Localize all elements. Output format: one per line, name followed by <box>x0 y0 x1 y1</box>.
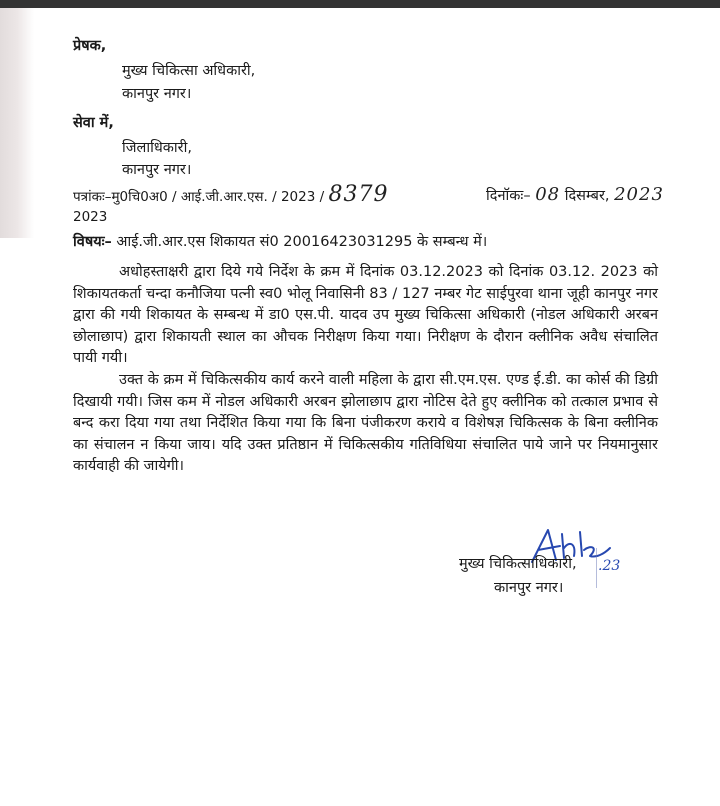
reference-wrap-year: 2023 <box>73 209 108 225</box>
subject-text: आई.जी.आर.एस शिकायत सं0 20016423031295 के सम्बन्ध में। <box>116 234 488 250</box>
date-year-handwritten: 2023 <box>614 184 664 205</box>
subject-line <box>73 232 487 252</box>
body-paragraph-2: उक्त के क्रम में चिकित्सकीय कार्य करने वाली महिला के द्वारा सी.एम.एस. एण्ड ई.डी. का कोर्स की डिग्री दिखायी गयी। जिस कम में नोडल अधिकारी अरबन झोलाछाप द्वारा नोटिस देते हुए क्लीनिक को तत्काल प्रभाव से बन्द करा दिया गया तथा निर्देशित किया गया कि बिना पंजीकरण कराये व विशेषज्ञ चिकित्सक के बिना क्लीनिक का संचालन न किया जाय। यदि उक्त प्रतिष्ठान में चिकित्सकीय गतिविधिया संचालित पाये जाने पर नियमानुसार कार्यवाही की जायेगी। <box>73 372 658 474</box>
signature-date-handwritten: .23 <box>598 558 621 574</box>
letter-date <box>486 185 664 206</box>
signature-place: कानपुर नगर। <box>494 580 564 596</box>
reference-number-handwritten: 8379 <box>328 182 389 207</box>
recipient-label: सेवा में, <box>73 115 114 131</box>
recipient-designation: जिलाधिकारी, <box>122 140 192 156</box>
sender-place: कानपुर नगर। <box>122 86 192 102</box>
reference-label: पत्रांकः–मु0चि0अ0 / आई.जी.आर.एस. / 2023 / <box>73 189 325 205</box>
recipient-place: कानपुर नगर। <box>122 162 192 178</box>
reference-number <box>73 182 389 207</box>
viewer-top-bar <box>0 0 720 8</box>
letter-page <box>0 8 720 806</box>
subject-label: विषयः– <box>73 234 112 250</box>
date-label: दिनॉकः– <box>486 188 531 204</box>
date-month: दिसम्बर, <box>564 188 610 204</box>
sender-label: प्रेषक, <box>73 38 107 54</box>
signature-designation: मुख्य चिकित्साधिकारी, <box>459 556 577 572</box>
date-day-handwritten: 08 <box>535 184 561 205</box>
sender-designation: मुख्य चिकित्सा अधिकारी, <box>122 63 256 79</box>
body-paragraph-1: अधोहस्ताक्षरी द्वारा दिये गये निर्देश के क्रम में दिनांक 03.12.2023 को दिनांक 03.12. 2023 को शिकायतकर्ता चन्दा कनौजिया पत्नी स्व0 भोलू निवासिनी 83 / 127 नम्बर गेट साईपुरवा थाना जूही कानपुर नगर द्वारा की गयी शिकायत के सम्बन्ध में डा0 एस.पी. यादव उप मुख्य चिकित्सा अधिकारी (नोडल अधिकारी अरबन छोलाछाप) द्वारा शिकायती स्थाल का औचक निरीक्षण किया गया। निरीक्षण के दौरान क्लीनिक अवैध संचालित पायी गयी। <box>73 264 658 366</box>
